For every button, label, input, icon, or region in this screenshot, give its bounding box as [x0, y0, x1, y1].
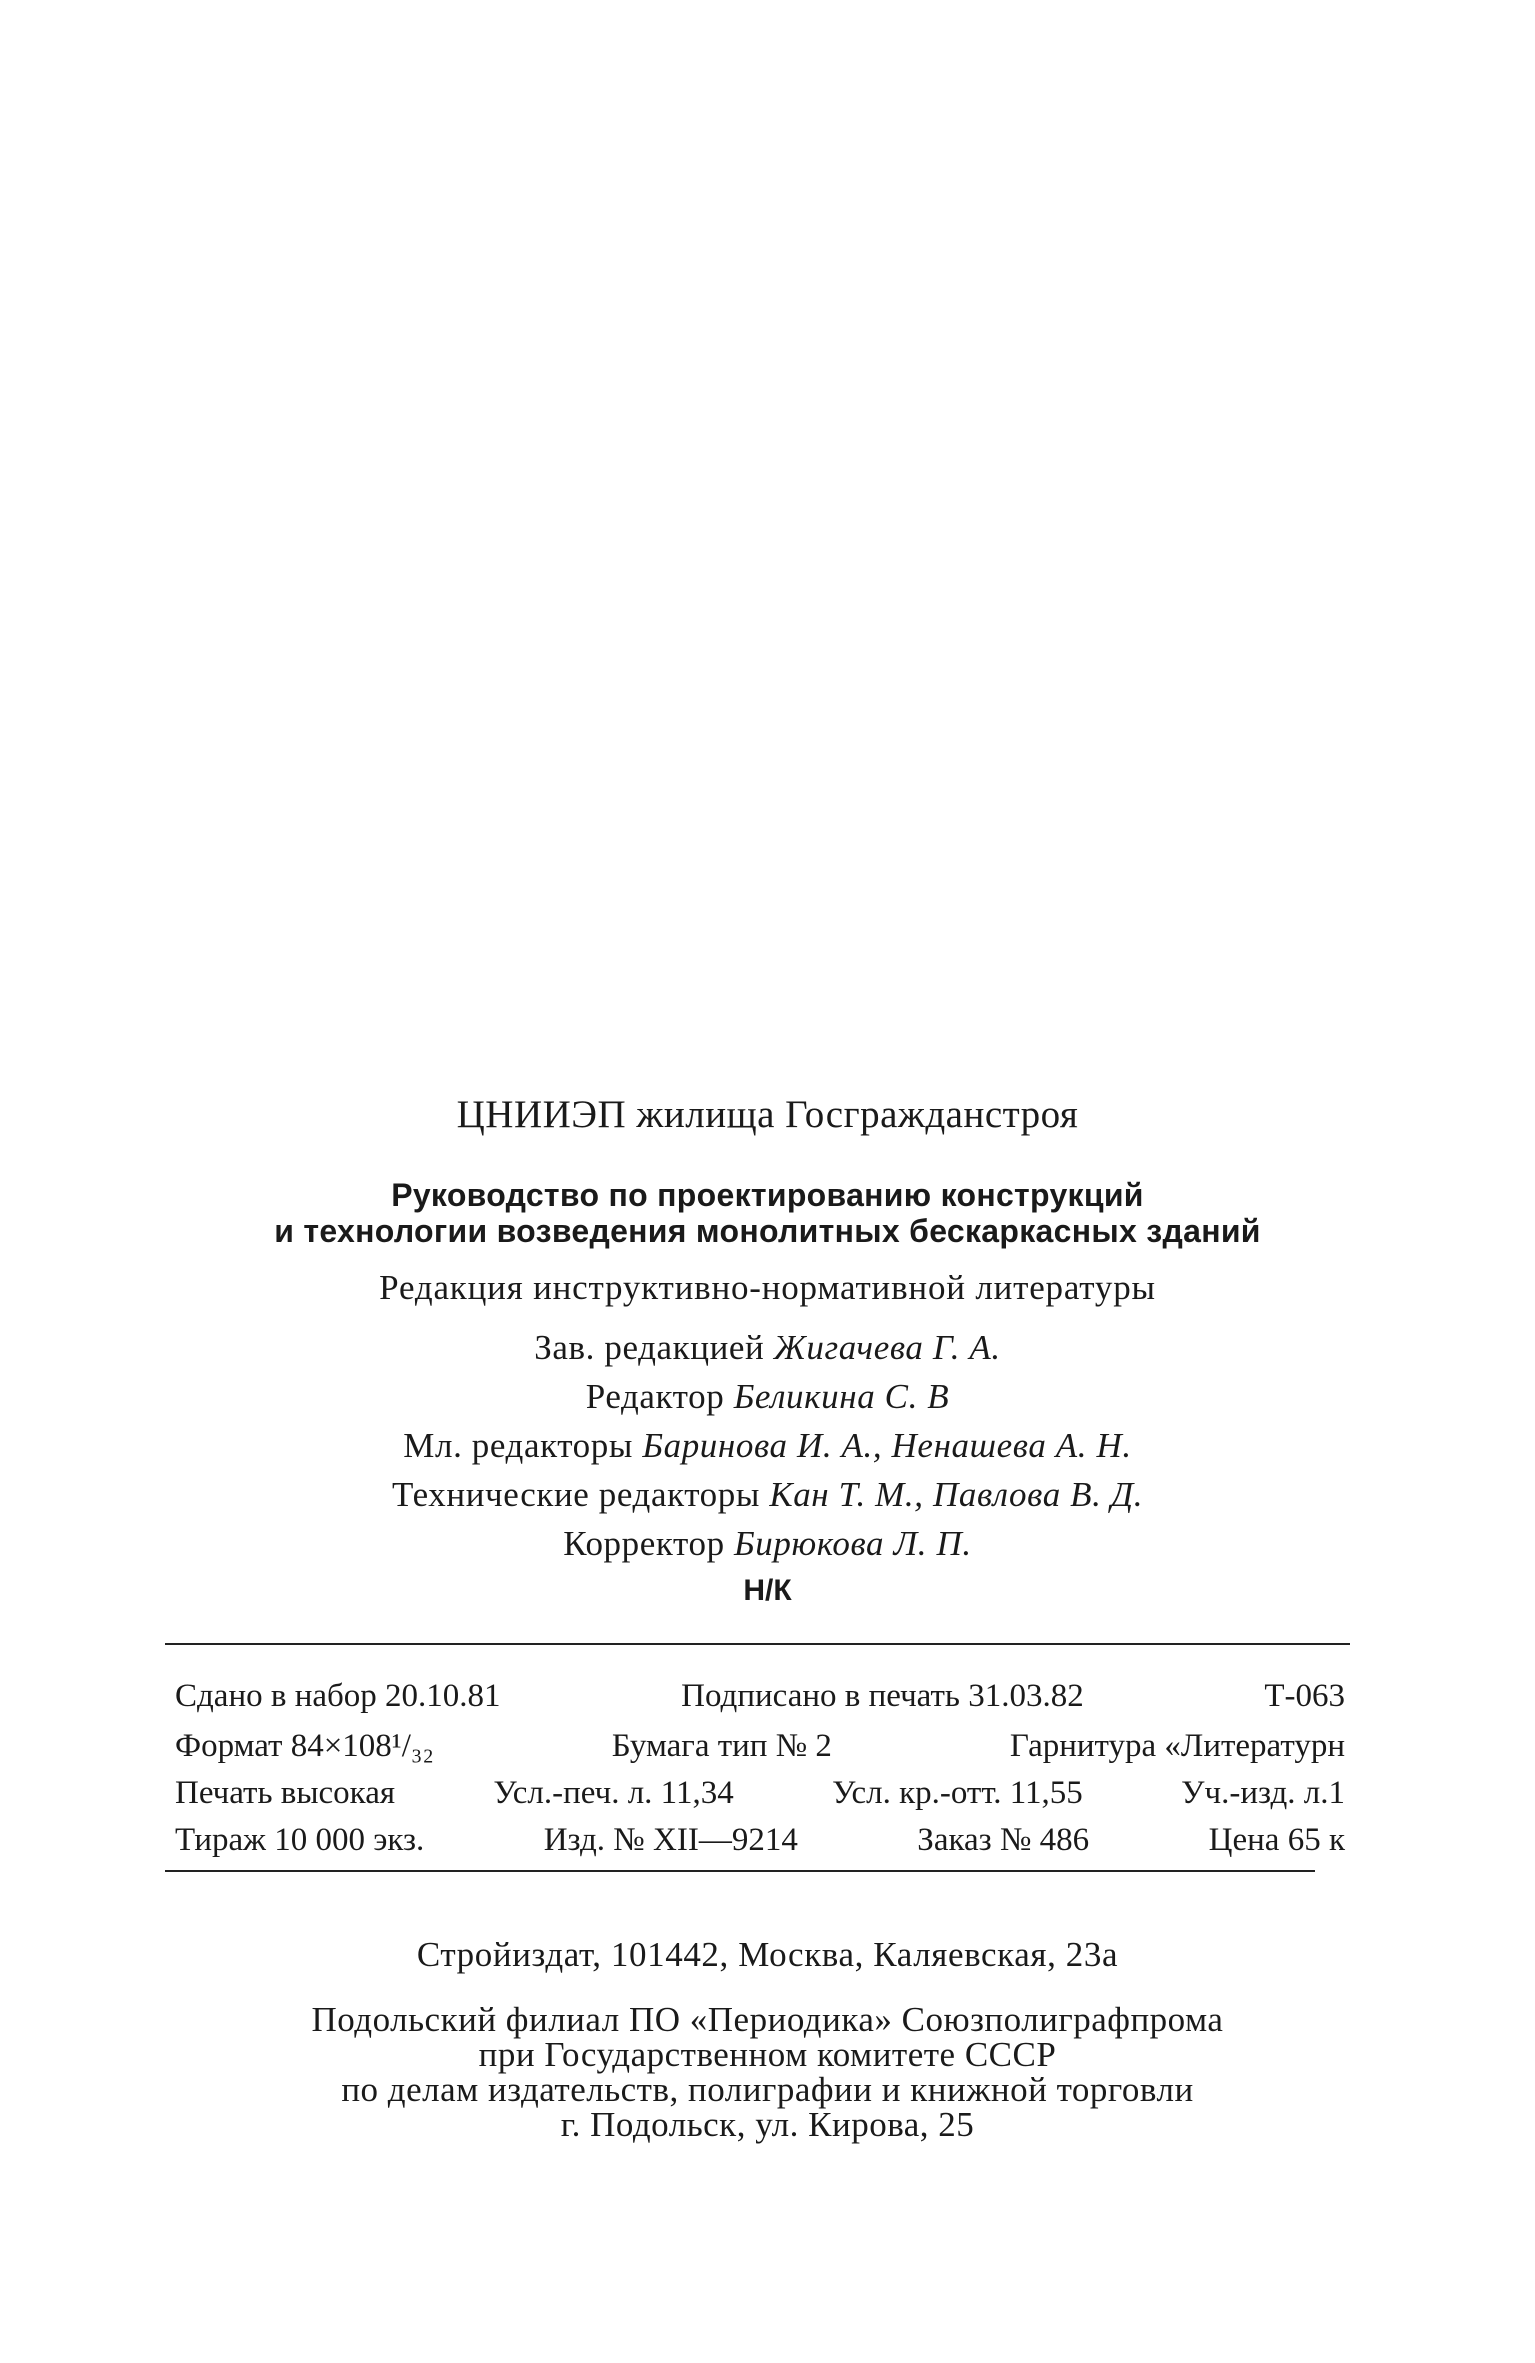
classification-mark: Н/К — [743, 1574, 792, 1607]
staff-person: Жигачева Г. А. — [773, 1328, 1001, 1367]
publisher-address: Стройиздат, 101442, Москва, Каляевская, 23а — [416, 1935, 1119, 1974]
imprint-row-printing — [175, 1775, 1345, 1812]
imprint-row-circulation — [175, 1822, 1345, 1859]
printer-line-3: по делам издательств, полиграфии и книжной торговли — [341, 2070, 1194, 2109]
staff-person: Беликина С. В — [733, 1377, 950, 1416]
imprint-cell: Усл.-печ. л. 11,34 — [493, 1775, 734, 1811]
imprint-cell: Печать высокая — [175, 1775, 396, 1811]
staff-line-chief-editor — [0, 1328, 1535, 1368]
printer-line-1: Подольский филиал ПО «Периодика» Союзполиграфпрома — [311, 2000, 1224, 2039]
staff-role: Технические редакторы — [391, 1475, 760, 1514]
imprint-cell: Сдано в набор 20.10.81 — [175, 1678, 501, 1714]
staff-role: Редактор — [585, 1377, 725, 1416]
staff-role: Корректор — [563, 1524, 725, 1563]
imprint-row-format — [175, 1728, 1345, 1765]
book-title-line-2: и технологии возведения монолитных бескаркасных зданий — [274, 1213, 1261, 1249]
imprint-top-rule — [165, 1643, 1350, 1645]
imprint-cell: Усл. кр.-отт. 11,55 — [832, 1775, 1083, 1811]
imprint-cell: Формат 84×108¹/₃₂ — [175, 1728, 434, 1764]
imprint-bottom-rule — [165, 1870, 1315, 1872]
staff-line-junior-editors — [0, 1426, 1535, 1466]
staff-line-technical-editors — [0, 1475, 1535, 1515]
staff-person: Бирюкова Л. П. — [734, 1524, 972, 1563]
organization-name: ЦНИИЭП жилища Госгражданстроя — [456, 1093, 1079, 1136]
staff-line-editor — [0, 1377, 1535, 1417]
imprint-cell: Подписано в печать 31.03.82 — [681, 1678, 1084, 1714]
staff-role: Зав. редакцией — [534, 1328, 765, 1367]
staff-role: Мл. редакторы — [403, 1426, 633, 1465]
staff-line-proofreader — [0, 1524, 1535, 1564]
imprint-row-dates — [175, 1678, 1345, 1715]
imprint-cell: Уч.-изд. л.1 — [1181, 1775, 1345, 1811]
imprint-cell: Заказ № 486 — [917, 1822, 1090, 1858]
book-title-line-1: Руководство по проектированию конструкций — [391, 1177, 1144, 1213]
imprint-cell: Бумага тип № 2 — [611, 1728, 832, 1764]
imprint-cell: Цена 65 к — [1208, 1822, 1345, 1858]
printer-line-2: при Государственном комитете СССР — [478, 2035, 1057, 2074]
printer-line-4: г. Подольск, ул. Кирова, 25 — [560, 2105, 975, 2144]
staff-person: Кан Т. М., Павлова В. Д. — [769, 1475, 1144, 1514]
imprint-cell: Изд. № XII—9214 — [543, 1822, 798, 1858]
imprint-cell: Т-063 — [1264, 1678, 1345, 1714]
edition-department: Редакция инструктивно-нормативной литературы — [379, 1268, 1156, 1307]
imprint-cell: Гарнитура «Литературн — [1009, 1728, 1345, 1764]
imprint-cell: Тираж 10 000 экз. — [175, 1822, 425, 1858]
staff-person: Баринова И. А., Ненашева А. Н. — [642, 1426, 1132, 1465]
